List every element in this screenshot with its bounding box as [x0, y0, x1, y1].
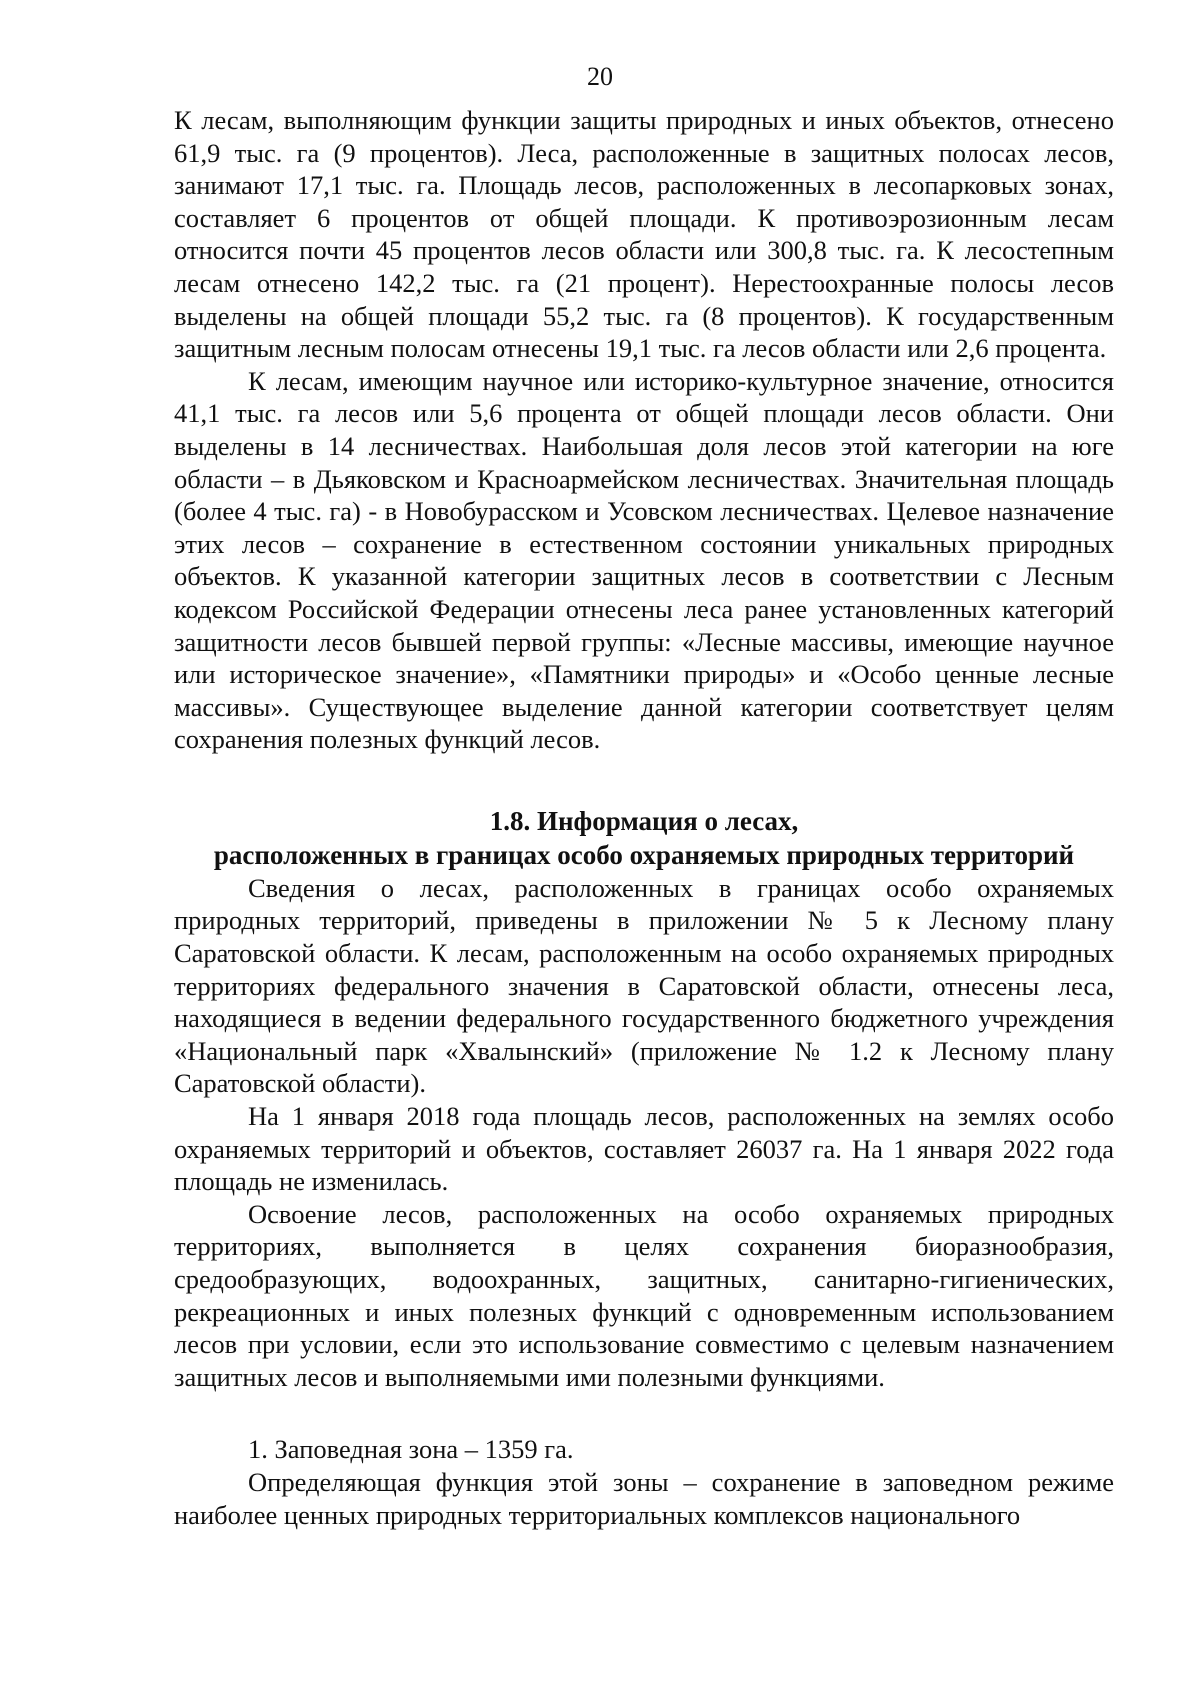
- section-heading-line-1: 1.8. Информация о лесах,: [489, 805, 799, 836]
- paragraph-forest-use: Освоение лесов, расположенных на особо охраняемых природных территориях, выполняется в целях сохранения биоразнообразия, средообразующих, водоохранных, защитных, санитарно-гигиенических, рекреационных и иных полезных функций с одновременным использованием лесов при условии, если это использование совместимо с целевым назначением защитных лесов и выполняемыми ими полезными функциями.: [174, 1198, 1114, 1392]
- zone-list-item: 1. Заповедная зона – 1359 га.: [248, 1434, 574, 1465]
- page-number: 20: [587, 62, 613, 91]
- paragraph-scientific-forests: К лесам, имеющим научное или историко-культурное значение, относится 41,1 тыс. га лесов или 5,6 процента от общей площади лесов области. Они выделены в 14 лесничествах. Наибольшая доля лесов этой категории на юге области – в Дьяковском и Красноармейском лесничествах. Значительная площадь (более 4 тыс. га) - в Новобурасском и Усовском лесничествах. Целевое назначение этих лесов – сохранение в естественном состоянии уникальных природных объектов. К указанной категории защитных лесов в соответствии с Лесным кодексом Российской Федерации отнесены леса ранее установленных категорий защитности лесов бывшей первой группы: «Лесные массивы, имеющие научное или историческое значение», «Памятники природы» и «Особо ценные лесные массивы». Существующее выделение данной категории соответствует целям сохранения полезных функций лесов.: [174, 365, 1114, 755]
- section-heading-line-2: расположенных в границах особо охраняемых природных территорий: [213, 839, 1075, 870]
- paragraph-area-figures: На 1 января 2018 года площадь лесов, расположенных на землях особо охраняемых территорий и объектов, составляет 26037 га. На 1 января 2022 года площадь не изменилась.: [174, 1101, 1114, 1197]
- paragraph-protective-forests: К лесам, выполняющим функции защиты природных и иных объектов, отнесено 61,9 тыс. га (9 процентов). Леса, расположенные в защитных полосах лесов, занимают 17,1 тыс. га. Площадь лесов, расположенных в лесопарковых зонах, составляет 6 процентов от общей площади. К противоэрозионным лесам относится почти 45 процентов лесов области или 300,8 тыс. га. К лесостепным лесам отнесено 142,2 тыс. га (21 процент). Нерестоохранные полосы лесов выделены на общей площади 55,2 тыс. га (8 процентов). К государственным защитным лесным полосам отнесены 19,1 тыс. га лесов области или 2,6 процента.: [174, 105, 1114, 364]
- paragraph-protected-areas-info: Сведения о лесах, расположенных в границах особо охраняемых природных территорий, приведены в приложении № 5 к Лесному плану Саратовской области. К лесам, расположенным на особо охраняемых природных территориях федерального значения в Саратовской области, отнесены леса, находящиеся в ведении федерального государственного бюджетного учреждения «Национальный парк «Хвалынский» (приложение № 1.2 к Лесному плану Саратовской области).: [174, 872, 1114, 1099]
- paragraph-zone-description: Определяющая функция этой зоны – сохранение в заповедном режиме наиболее ценных природных территориальных комплексов национального: [174, 1466, 1114, 1530]
- page-content: [174, 104, 1114, 1531]
